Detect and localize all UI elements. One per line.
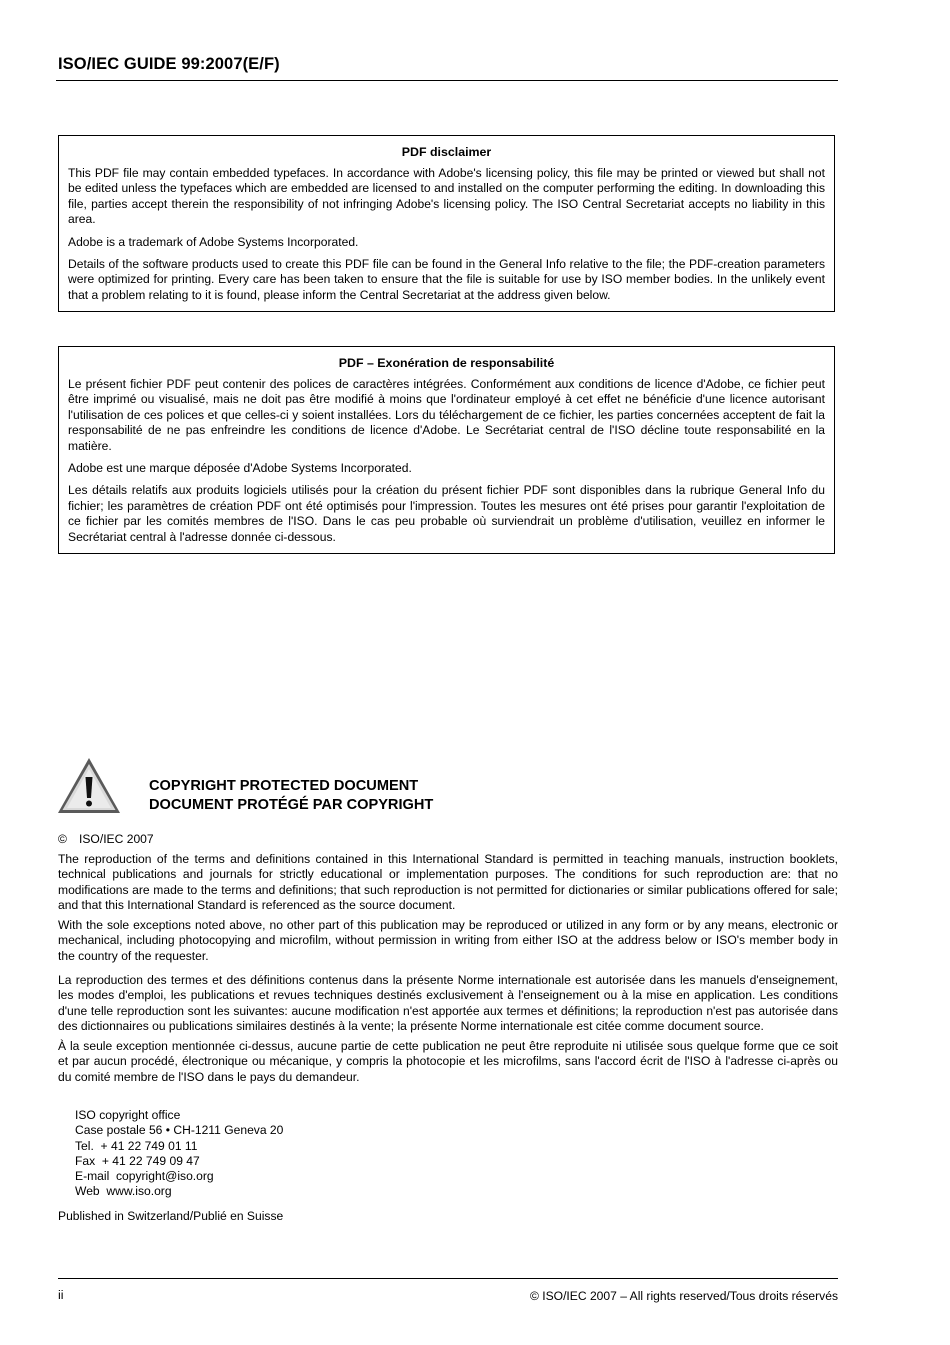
footer-divider xyxy=(58,1278,838,1279)
address-web: Web www.iso.org xyxy=(75,1184,172,1199)
pdf-exoneration-box xyxy=(58,346,835,554)
pdf-exoneration-heading: PDF – Exonération de responsabilité xyxy=(338,356,555,370)
address-tel: Tel. + 41 22 749 01 11 xyxy=(75,1138,198,1153)
pdf-disclaimer-paragraph: This PDF file may contain embedded typefaces. In accordance with Adobe's licensing policy, this file may be printed or viewed but shall not be edited unless the typefaces which are embedded are licensed to and installed on the computer performing the editing. In downloading this file, parties accept therein the responsibility of not infringing Adobe's licensing policy. The ISO Central Secretariat accepts no liability in this area. xyxy=(68,166,825,227)
footer-rights: © ISO/IEC 2007 – All rights reserved/Tous droits réservés xyxy=(529,1289,838,1303)
header-divider xyxy=(56,80,838,81)
copyright-heading-fr: DOCUMENT PROTÉGÉ PAR COPYRIGHT xyxy=(149,797,434,813)
pdf-disclaimer-heading: PDF disclaimer xyxy=(401,145,492,159)
address-postal: Case postale 56 • CH-1211 Geneva 20 xyxy=(75,1123,284,1138)
pdf-exoneration-paragraph: Adobe est une marque déposée d'Adobe Systems Incorporated. xyxy=(68,461,412,476)
copyright-heading-en: COPYRIGHT PROTECTED DOCUMENT xyxy=(149,778,419,794)
copyright-symbol: © xyxy=(58,832,67,846)
pdf-disclaimer-paragraph: Details of the software products used to create this PDF file can be found in the General Info relative to the file; the PDF-creation parameters were optimized for printing. Every care has been taken to ensure that the file is suitable for use by ISO member bodies. In the unlikely event that a problem relating to it is found, please inform the Central Secretariat at the address given below. xyxy=(68,257,825,302)
pdf-disclaimer-paragraph: Adobe is a trademark of Adobe Systems Incorporated. xyxy=(68,234,359,249)
copyright-terms-fr xyxy=(58,973,838,1090)
copyright-notice xyxy=(58,832,154,846)
address-fax: Fax + 41 22 749 09 47 xyxy=(75,1153,200,1168)
address-email: E-mail copyright@iso.org xyxy=(75,1169,214,1184)
address-office: ISO copyright office xyxy=(75,1108,181,1122)
iso-address-block xyxy=(75,1108,283,1200)
copyright-paragraph: With the sole exceptions noted above, no other part of this publication may be reproduced or utilized in any form or by any means, electronic or mechanical, including photocopying and microfilm, without permission in writing from either ISO at the address below or ISO's member body in the country of the requester. xyxy=(58,918,838,963)
copyright-terms-en xyxy=(58,852,838,969)
copyright-paragraph: À la seule exception mentionnée ci-dessus, aucune partie de cette publication ne peut être reproduite ni utilisée sous quelque forme que ce soit et par aucun procédé, électronique ou mécanique, y compris la photocopie et les microfilms, sans l'accord écrit de l'ISO à l'adresse ci-après ou du comité membre de l'ISO dans le pays du demandeur. xyxy=(58,1039,838,1084)
pdf-exoneration-paragraph: Le présent fichier PDF peut contenir des polices de caractères intégrées. Conformément aux conditions de licence d'Adobe, ce fichier peut être imprimé ou visualisé, mais ne doit pas être modifié à moins que l'ordinateur employé à cet effet ne bénéficie d'une licence autorisant l'utilisation de ces polices et que celles-ci y soient installées. Lors du téléchargement de ce fichier, les parties concernées acceptent de fait la responsabilité de ne pas enfreindre les conditions de licence d'Adobe. Le Secrétariat central de l'ISO décline toute responsabilité en la matière. xyxy=(68,377,825,453)
page-number: ii xyxy=(58,1288,64,1302)
warning-icon xyxy=(57,757,121,814)
copyright-owner: ISO/IEC 2007 xyxy=(79,832,154,846)
copyright-paragraph: The reproduction of the terms and definitions contained in this International Standard is permitted in teaching manuals, instruction booklets, technical publications and journals for strictly educational or implementation purposes. The conditions for such reproduction are: that no modifications are made to the terms and definitions; that such reproduction is not permitted for dictionaries or similar publications offered for sale; and that this International Standard is referenced as the source document. xyxy=(58,852,838,912)
document-title: ISO/IEC GUIDE 99:2007(E/F) xyxy=(58,55,280,73)
copyright-paragraph: La reproduction des termes et des définitions contenus dans la présente Norme internationale est autorisée dans les manuels d'enseignement, les modes d'emploi, les publications et revues techniques destinés exclusivement à l'enseignement ou à la mise en application. Les conditions d'une telle reproduction sont les suivantes: aucune modification n'est apportée aux termes et définitions; la reproduction n'est pas autorisée dans des dictionnaires ou publications similaires destinés à la vente; la présente Norme internationale est citée comme document source. xyxy=(58,973,838,1033)
pdf-exoneration-paragraph: Les détails relatifs aux produits logiciels utilisés pour la création du présent fichier PDF sont disponibles dans la rubrique General Info du fichier; les paramètres de création PDF ont été optimisés pour l'impression. Toutes les mesures ont été prises pour garantir l'exploitation de ce fichier par les comités membres de l'ISO. Dans le cas peu probable où surviendrait un problème d'utilisation, veuillez en informer le Secrétariat central à l'adresse donnée ci-dessous. xyxy=(68,483,825,544)
copyright-heading xyxy=(149,777,433,815)
published-line: Published in Switzerland/Publié en Suisse xyxy=(58,1209,284,1223)
pdf-disclaimer-box xyxy=(58,135,835,312)
